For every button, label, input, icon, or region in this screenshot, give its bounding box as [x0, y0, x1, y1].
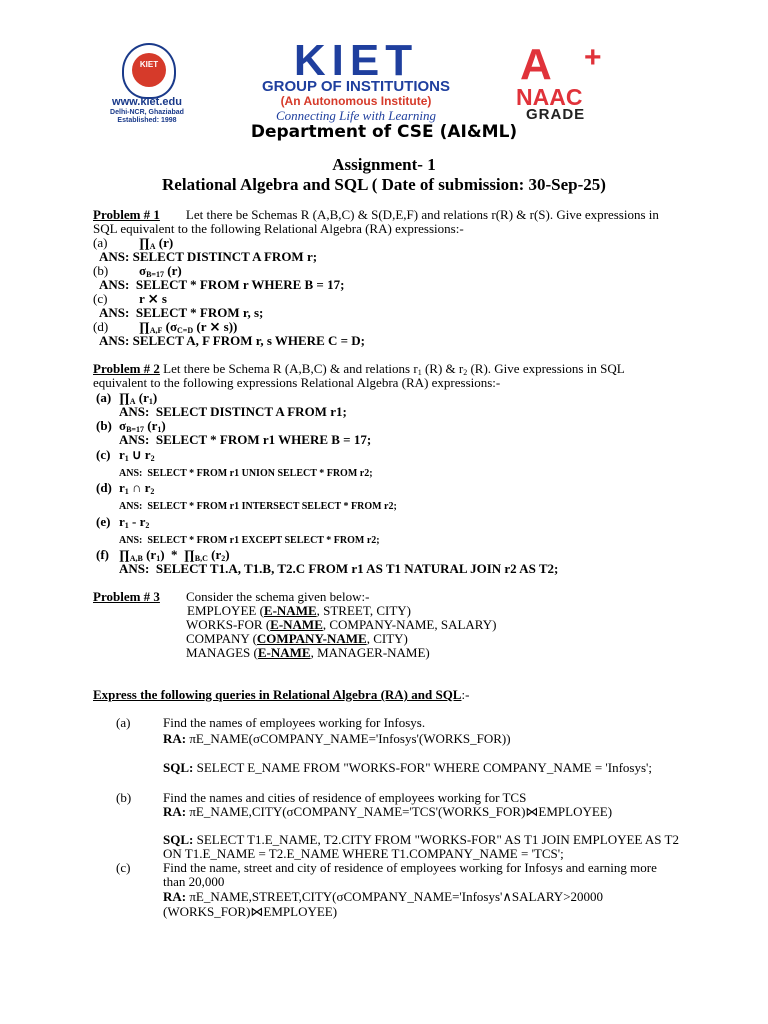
p1-item-b-answer: ANS: SELECT * FROM r WHERE B = 17;: [99, 277, 345, 292]
p2-item-a-answer: ANS: SELECT DISTINCT A FROM r1;: [119, 404, 347, 419]
schema-manages: MANAGES (E-NAME, MANAGER-NAME): [186, 645, 430, 660]
institution-banner: [218, 36, 494, 123]
schema-works-for: WORKS-FOR (E-NAME, COMPANY-NAME, SALARY): [186, 617, 497, 632]
problem1-intro-line2: SQL equivalent to the following Relational Algebra (RA) expressions:-: [93, 221, 464, 236]
query-c-ra: RA: πE_NAME,STREET,CITY(σCOMPANY_NAME='Infosys'∧SALARY>20000: [163, 889, 604, 904]
query-c-question: Find the name, street and city of residence of employees working for Infosys and earning more: [163, 860, 657, 875]
p2-item-a-expr: ∏A (r1): [119, 390, 158, 406]
p1-item-c-answer: ANS: SELECT * FROM r, s;: [99, 305, 264, 320]
p1-item-d-tag: (d): [93, 319, 109, 334]
p2-item-d-answer: ANS: SELECT * FROM r1 INTERSECT SELECT * FROM r2;: [119, 501, 397, 512]
p1-item-b-expr: σB=17 (r): [139, 263, 182, 279]
p2-item-f-expr: ∏A,B (r1) * ∏B,C (r2): [119, 547, 230, 563]
p2-item-b-expr: σB=17 (r1): [119, 418, 166, 434]
query-a-question: Find the names of employees working for Infosys.: [163, 715, 426, 730]
p2-item-c-answer: ANS: SELECT * FROM r1 UNION SELECT * FROM r2;: [119, 468, 373, 479]
p1-item-a-answer: ANS: SELECT DISTINCT A FROM r;: [99, 249, 318, 264]
query-b-sql-line2: ON T1.E_NAME = T2.E_NAME WHERE T1.COMPANY_NAME = 'TCS';: [163, 846, 564, 861]
banner-autonomous: (An Autonomous Institute): [280, 94, 432, 108]
p2-item-f-answer: ANS: SELECT T1.A, T1.B, T2.C FROM r1 AS T1 NATURAL JOIN r2 AS T2;: [119, 561, 559, 576]
p2-item-d-expr: r1 ∩ r2: [119, 480, 155, 496]
problem3-intro: Consider the schema given below:-: [186, 589, 370, 604]
problem3-label: Problem # 3: [93, 589, 160, 604]
assignment-subtitle: Relational Algebra and SQL ( Date of submission: 30-Sep-25): [162, 175, 606, 194]
p2-item-c-expr: r1 ∪ r2: [119, 447, 155, 463]
kiet-established: Established: 1998: [117, 117, 177, 124]
schema-company: COMPANY (COMPANY-NAME, CITY): [186, 631, 408, 646]
p2-item-b-tag: (b): [96, 418, 112, 433]
query-b-tag: (b): [116, 790, 132, 805]
query-a-sql: SQL: SELECT E_NAME FROM "WORKS-FOR" WHERE COMPANY_NAME = 'Infosys';: [163, 760, 652, 775]
kiet-emblem-icon: KIET: [122, 43, 176, 99]
p1-item-d-answer: ANS: SELECT A, F FROM r, s WHERE C = D;: [99, 333, 366, 348]
p2-item-e-tag: (e): [96, 514, 111, 529]
query-c-ra-line2: (WORKS_FOR)⋈EMPLOYEE): [163, 904, 338, 919]
problem1-intro: [93, 208, 683, 222]
p1-item-d-expr: ∏A,F (σC=D (r ⨯ s)): [139, 319, 238, 335]
kiet-logo: [96, 43, 198, 123]
kiet-url: www.kiet.edu: [112, 96, 182, 108]
p1-item-c-tag: (c): [93, 291, 108, 306]
naac-logo: [516, 40, 622, 123]
queries-heading: Express the following queries in Relational Algebra (RA) and SQL:-: [93, 687, 470, 702]
p1-item-a-expr: ∏A (r): [139, 235, 174, 251]
query-c-tag: (c): [116, 860, 131, 875]
p1-item-a-tag: (a): [93, 235, 108, 250]
p1-item-b-tag: (b): [93, 263, 109, 278]
p1-item-c-expr: r ⨯ s: [139, 291, 167, 306]
naac-name: NAAC: [516, 84, 583, 110]
p2-item-a-tag: (a): [96, 390, 112, 405]
p2-item-e-expr: r1 - r2: [119, 514, 150, 530]
p2-item-f-tag: (f): [96, 547, 109, 562]
assignment-title: Assignment- 1: [332, 155, 436, 174]
query-a-tag: (a): [116, 715, 131, 730]
query-b-sql: SQL: SELECT T1.E_NAME, T2.CITY FROM "WORKS-FOR" AS T1 JOIN EMPLOYEE AS T2: [163, 832, 679, 847]
kiet-location: Delhi-NCR, Ghaziabad: [110, 109, 184, 116]
banner-tagline: Connecting Life with Learning: [276, 108, 436, 123]
query-a-ra: RA: πE_NAME(σCOMPANY_NAME='Infosys'(WORKS_FOR)): [163, 731, 511, 746]
p2-item-e-answer: ANS: SELECT * FROM r1 EXCEPT SELECT * FROM r2;: [119, 535, 380, 546]
naac-plus: +: [584, 41, 602, 74]
department-title: Department of CSE (AI&ML): [250, 122, 518, 142]
naac-grade-letter: A: [520, 40, 552, 89]
query-b-question: Find the names and cities of residence of employees working for TCS: [163, 790, 527, 805]
query-b-ra: RA: πE_NAME,CITY(σCOMPANY_NAME='TCS'(WORKS_FOR)⋈EMPLOYEE): [163, 804, 613, 819]
problem2-label: Problem # 2: [93, 361, 160, 376]
banner-name: KIET: [293, 36, 419, 85]
naac-grade-label: GRADE: [526, 106, 586, 123]
query-c-question-line2: than 20,000: [163, 874, 225, 889]
p2-item-c-tag: (c): [96, 447, 111, 462]
problem1-intro-line1: Let there be Schemas R (A,B,C) & S(D,E,F) and relations r(R) & r(S). Give expressions in: [185, 207, 659, 222]
schema-employee: EMPLOYEE (E-NAME, STREET, CITY): [187, 603, 411, 618]
p2-item-b-answer: ANS: SELECT * FROM r1 WHERE B = 17;: [119, 432, 372, 447]
p2-item-d-tag: (d): [96, 480, 112, 495]
problem1-label: Problem # 1: [93, 207, 160, 222]
problem2-intro-line2: equivalent to the following expressions Relational Algebra (RA) expressions:-: [93, 375, 501, 390]
banner-group: GROUP OF INSTITUTIONS: [261, 78, 451, 95]
problem2-intro: Problem # 2 Let there be Schema R (A,B,C) & and relations r1 (R) & r2 (R). Give expressions in SQL: [93, 361, 625, 377]
